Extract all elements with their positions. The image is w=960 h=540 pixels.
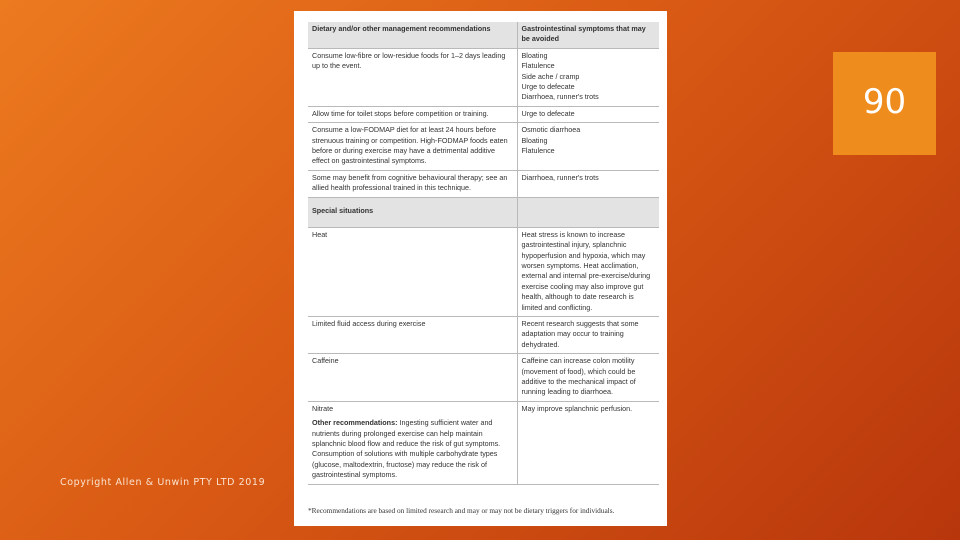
symptom: Bloating — [521, 135, 548, 145]
situation-cell — [308, 401, 517, 484]
situation-note-cell: Recent research suggests that some adaptation may occur to training dehydrated. — [517, 316, 659, 353]
table-image — [294, 11, 667, 526]
situation-note-cell: Caffeine can increase colon motility (movement of food), which could be additive to the mechanical impact of running leading to diarrhoea. — [517, 354, 659, 402]
table-row — [308, 354, 659, 402]
table-header-row — [308, 22, 659, 48]
footnote: *Recommendations are based on limited research and may or may not be dietary triggers for individuals. — [308, 506, 615, 515]
page-number: 90 — [862, 82, 907, 122]
page-number-box — [833, 52, 936, 155]
section-heading: Special situations — [308, 197, 517, 227]
symptom: Diarrhoea, runner's trots — [521, 92, 599, 102]
symptom: Urge to defecate — [521, 108, 575, 118]
situation-cell: Caffeine — [308, 354, 517, 402]
situation-note-cell: May improve splanchnic perfusion. — [517, 401, 659, 484]
management-table — [308, 22, 659, 485]
table-row — [308, 227, 659, 316]
recommendation-cell: Some may benefit from cognitive behavioural therapy; see an allied health professional trained in this technique. — [308, 170, 517, 197]
recommendation-cell: Consume a low-FODMAP diet for at least 24 hours before strenuous training or competition. High-FODMAP foods eaten before or during exercise may have a detrimental additive effect on gastrointestinal symptoms. — [308, 123, 517, 171]
recommendation-cell: Allow time for toilet stops before competition or training. — [308, 106, 517, 122]
table-row — [308, 401, 659, 484]
symptom: Diarrhoea, runner's trots — [521, 172, 599, 182]
header-symptoms: Gastrointestinal symptoms that may be avoided — [517, 22, 659, 48]
symptom: Osmotic diarrhoea — [521, 125, 581, 135]
table-row — [308, 316, 659, 353]
symptoms-cell — [517, 48, 659, 106]
symptoms-cell — [517, 106, 659, 122]
recommendation-cell: Consume low-fibre or low-residue foods for 1–2 days leading up to the event. — [308, 48, 517, 106]
symptom: Side ache / cramp — [521, 71, 580, 81]
section-heading-empty — [517, 197, 659, 227]
copyright-notice: Copyright Allen & Unwin PTY LTD 2019 — [60, 477, 266, 488]
situation-note-cell: Heat stress is known to increase gastrointestinal injury, splanchnic hypoperfusion and hypoxia, which may worsen symptoms. Heat acclimation, external and internal pre-exercise/during exercise cooling may also improve gut health, although to date research is limited and conflicting. — [517, 227, 659, 316]
symptom: Urge to defecate — [521, 82, 575, 92]
table-row — [308, 123, 659, 171]
situation-cell: Heat — [308, 227, 517, 316]
table-row — [308, 48, 659, 106]
header-recommendations: Dietary and/or other management recommendations — [308, 22, 517, 48]
other-recommendations-label: Other recommendations: — [312, 418, 398, 428]
symptoms-cell — [517, 123, 659, 171]
table-row — [308, 170, 659, 197]
other-recommendations-text: Ingesting sufficient water and nutrients during prolonged exercise can help maintain splanchnic blood flow and reduce the risk of gut symptoms. Consumption of solutions with multiple carbohydrate types (glucose, maltodextrin, fructose) may reduce the risk of gastrointestinal symptoms. — [312, 418, 501, 480]
symptom: Flatulence — [521, 61, 555, 71]
symptom: Flatulence — [521, 146, 555, 156]
symptoms-cell — [517, 170, 659, 197]
situation-cell: Limited fluid access during exercise — [308, 316, 517, 353]
table-row — [308, 106, 659, 122]
section-heading-row — [308, 197, 659, 227]
situation-label: Nitrate — [312, 403, 334, 413]
symptom: Bloating — [521, 50, 548, 60]
